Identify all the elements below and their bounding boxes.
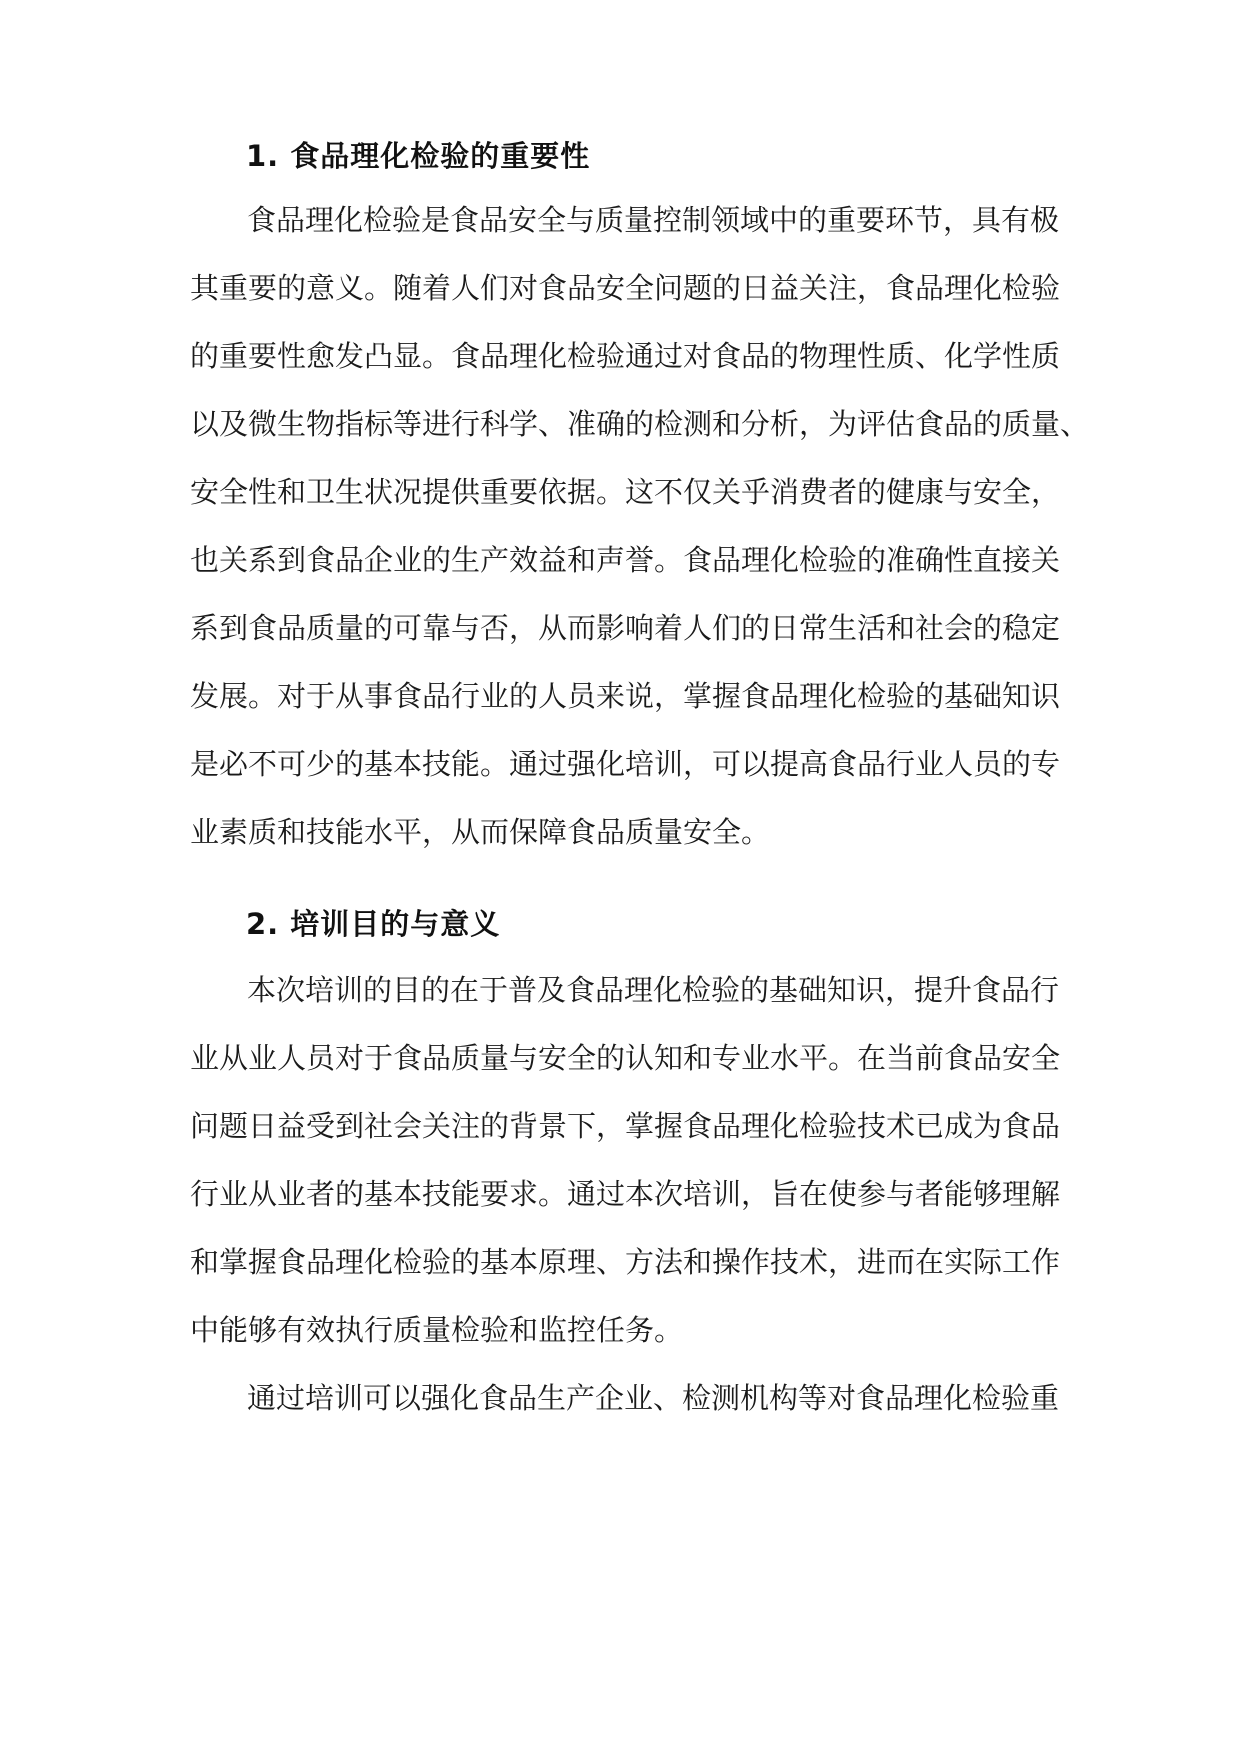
paragraph-line: 本次培训的目的在于普及食品理化检验的基础知识，提升食品行	[247, 973, 1060, 1007]
paragraph-line: 也关系到食品企业的生产效益和声誉。食品理化检验的准确性直接关	[190, 543, 1061, 577]
paragraph-line: 业从业人员对于食品质量与安全的认知和专业水平。在当前食品安全	[190, 1041, 1061, 1075]
paragraph-line: 发展。对于从事食品行业的人员来说，掌握食品理化检验的基础知识	[190, 679, 1061, 713]
paragraph-line: 通过培训可以强化食品生产企业、检测机构等对食品理化检验重	[247, 1381, 1060, 1415]
section-heading-1: 1. 食品理化检验的重要性	[246, 139, 591, 173]
section-heading-2: 2. 培训目的与意义	[246, 907, 501, 941]
paragraph-line: 业素质和技能水平，从而保障食品质量安全。	[190, 815, 771, 849]
paragraph-line: 中能够有效执行质量检验和监控任务。	[190, 1313, 684, 1347]
paragraph-line: 食品理化检验是食品安全与质量控制领域中的重要环节，具有极	[247, 203, 1060, 237]
paragraph-line: 行业从业者的基本技能要求。通过本次培训，旨在使参与者能够理解	[190, 1177, 1061, 1211]
paragraph-line: 的重要性愈发凸显。食品理化检验通过对食品的物理性质、化学性质	[190, 339, 1061, 373]
paragraph-line: 问题日益受到社会关注的背景下，掌握食品理化检验技术已成为食品	[190, 1109, 1061, 1143]
paragraph-line: 以及微生物指标等进行科学、准确的检测和分析，为评估食品的质量、	[190, 407, 1090, 441]
paragraph-line: 系到食品质量的可靠与否，从而影响着人们的日常生活和社会的稳定	[190, 611, 1061, 645]
paragraph-line: 是必不可少的基本技能。通过强化培训，可以提高食品行业人员的专	[190, 747, 1061, 781]
paragraph-line: 和掌握食品理化检验的基本原理、方法和操作技术，进而在实际工作	[190, 1245, 1061, 1279]
paragraph-line: 安全性和卫生状况提供重要依据。这不仅关乎消费者的健康与安全，	[190, 475, 1061, 509]
paragraph-line: 其重要的意义。随着人们对食品安全问题的日益关注，食品理化检验	[190, 271, 1061, 305]
